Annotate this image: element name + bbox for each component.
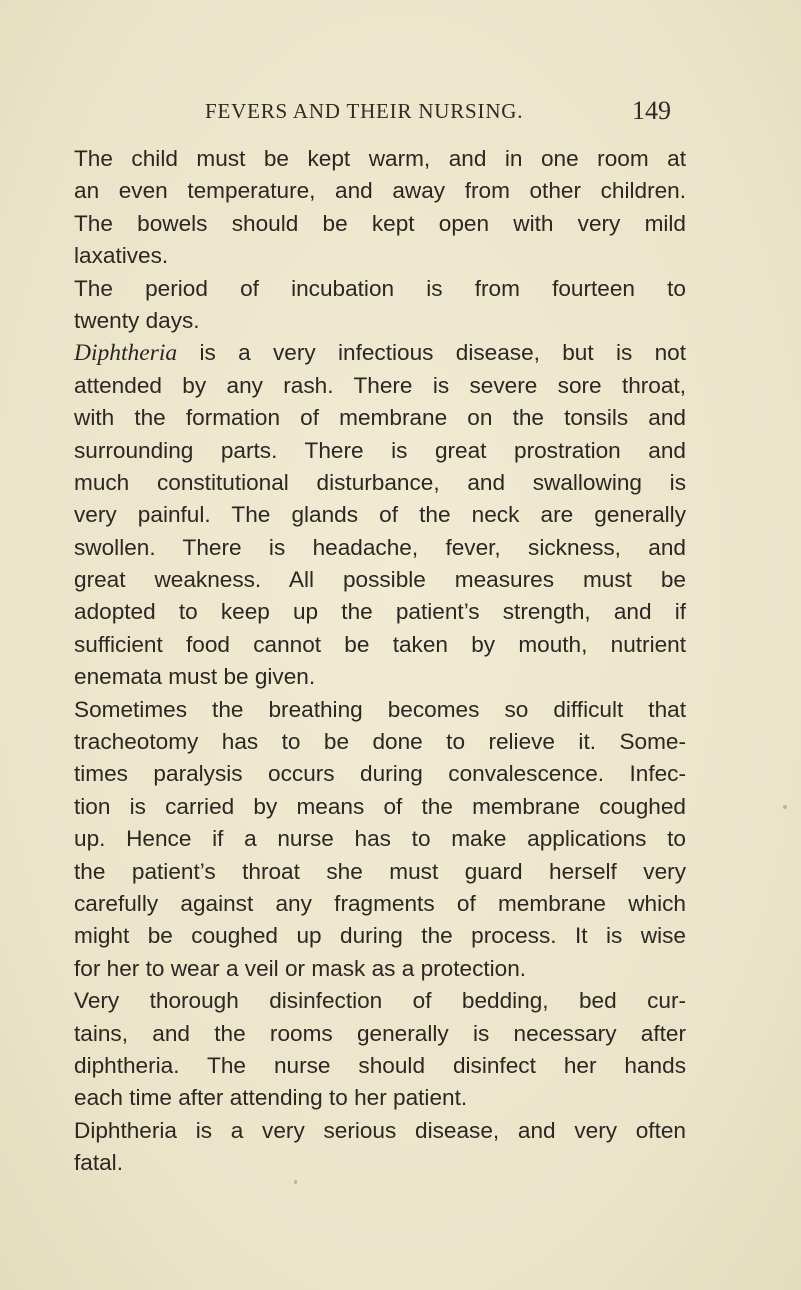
text-line: swollen. There is headache, fever, sickness, and: [74, 534, 686, 560]
text-line: with the formation of membrane on the tonsils and: [74, 405, 686, 431]
text-line: Very thorough disinfection of bedding, bed cur-: [74, 988, 686, 1014]
text-line: enemata must be given.: [74, 664, 316, 690]
text-line: surrounding parts. There is great prostration and: [74, 437, 686, 463]
text-line: for her to wear a veil or mask as a protection.: [74, 955, 527, 981]
text-line: great weakness. All possible measures must be: [74, 567, 686, 593]
page-header: [0, 94, 801, 128]
text-line: Sometimes the breathing becomes so difficult that: [74, 696, 686, 722]
body-text: [74, 143, 686, 1180]
text-line: tracheotomy has to be done to relieve it. Some-: [74, 729, 686, 755]
paper-speck: [294, 1180, 297, 1184]
text-line: sufficient food cannot be taken by mouth, nutrient: [74, 631, 686, 657]
text-line: The bowels should be kept open with very mild: [74, 210, 686, 236]
text-line: The child must be kept warm, and in one room at: [74, 146, 686, 171]
text-line: attended by any rash. There is severe sore throat,: [74, 372, 686, 398]
text-line: tains, and the rooms generally is necessary after: [74, 1020, 686, 1046]
text-line: much constitutional disturbance, and swallowing is: [74, 469, 686, 495]
text-line: fatal.: [74, 1150, 123, 1176]
text-line: diphtheria. The nurse should disinfect her hands: [74, 1052, 686, 1078]
text-line: the patient’s throat she must guard herself very: [74, 858, 686, 884]
text-line: might be coughed up during the process. It is wise: [74, 923, 686, 949]
running-title: FEVERS AND THEIR NURSING.: [205, 99, 524, 123]
text-line: very painful. The glands of the neck are generally: [74, 502, 686, 528]
text-line-rest: is a very infectious disease, but is not: [199, 340, 686, 366]
text-line: each time after attending to her patient.: [74, 1085, 468, 1111]
text-line: adopted to keep up the patient’s strength, and if: [74, 599, 686, 625]
italic-term: Diphtheria: [74, 340, 178, 367]
text-line: twenty days.: [74, 307, 200, 333]
paper-speck: [783, 805, 787, 809]
text-line: times paralysis occurs during convalescence. Infec-: [74, 761, 686, 787]
text-line: The period of incubation is from fourteen to: [74, 275, 686, 301]
text-line: an even temperature, and away from other children.: [74, 178, 686, 204]
text-line-with-italic: [74, 337, 686, 369]
text-line: tion is carried by means of the membrane coughed: [74, 793, 686, 819]
text-line: Diphtheria is a very serious disease, and very often: [74, 1117, 686, 1143]
text-line: laxatives.: [74, 243, 169, 269]
text-line: up. Hence if a nurse has to make applications to: [74, 826, 686, 852]
page-number: 149: [632, 96, 671, 125]
text-line: carefully against any fragments of membrane which: [74, 890, 686, 916]
